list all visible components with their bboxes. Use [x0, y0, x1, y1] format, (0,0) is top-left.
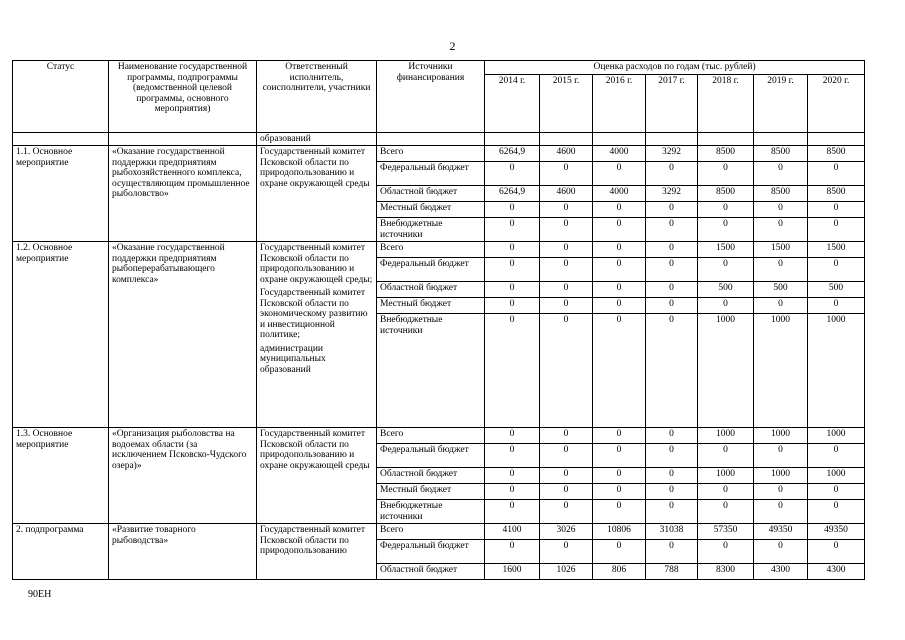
value-cell: 0 — [593, 484, 646, 500]
executor-paragraph: Государственный комитет Псковской области по природопользованию и охране окружающей среды — [260, 147, 370, 189]
value-cell: 4300 — [808, 564, 865, 580]
value-cell: 1026 — [540, 564, 593, 580]
value-cell: 3026 — [540, 524, 593, 540]
source-cell: Внебюджетные источники — [377, 314, 485, 428]
value-cell: 0 — [646, 484, 698, 500]
value-cell: 4300 — [754, 564, 808, 580]
value-cell: 1000 — [698, 428, 754, 444]
value-cell: 3292 — [646, 186, 698, 202]
header-sources: Источники финансирования — [377, 61, 485, 133]
expenditure-table — [12, 60, 865, 580]
value-cell: 4100 — [485, 524, 540, 540]
value-cell: 0 — [540, 540, 593, 564]
value-cell: 0 — [593, 500, 646, 524]
table-row — [13, 242, 865, 258]
source-cell: Внебюджетные источники — [377, 218, 485, 242]
value-cell: 0 — [646, 242, 698, 258]
value-cell: 1000 — [754, 468, 808, 484]
executor-paragraph: Государственный комитет Псковской области по природопользованию и охране окружающей среды — [260, 429, 370, 471]
value-cell: 0 — [698, 444, 754, 468]
value-cell: 0 — [593, 202, 646, 218]
value-cell: 8500 — [754, 186, 808, 202]
value-cell: 0 — [698, 258, 754, 282]
source-cell: Местный бюджет — [377, 484, 485, 500]
value-cell: 0 — [698, 500, 754, 524]
value-cell: 500 — [698, 282, 754, 298]
value-cell: 0 — [485, 218, 540, 242]
value-cell: 8500 — [808, 146, 865, 162]
value-cell: 6264,9 — [485, 146, 540, 162]
name-cell: «Оказание государственной поддержки предприятиям рыбоперерабатывающего комплекса» — [109, 242, 257, 428]
value-cell: 0 — [698, 484, 754, 500]
footer-code: 90ЕН — [28, 589, 52, 600]
value-cell: 0 — [540, 428, 593, 444]
value-cell: 0 — [540, 282, 593, 298]
executor-paragraph: администрации муниципальных образований — [260, 343, 326, 375]
value-cell: 0 — [698, 162, 754, 186]
source-cell: Местный бюджет — [377, 202, 485, 218]
executor-paragraph: Государственный комитет Псковской области по природопользованию — [260, 525, 366, 556]
value-cell: 0 — [540, 468, 593, 484]
source-cell: Федеральный бюджет — [377, 540, 485, 564]
value-cell: 1500 — [698, 242, 754, 258]
value-cell: 0 — [646, 298, 698, 314]
value-cell: 1000 — [808, 428, 865, 444]
source-cell: Областной бюджет — [377, 468, 485, 484]
value-cell: 8500 — [698, 146, 754, 162]
value-cell: 788 — [646, 564, 698, 580]
table-body — [13, 132, 865, 580]
value-cell: 0 — [485, 298, 540, 314]
value-cell: 0 — [754, 444, 808, 468]
value-cell: 0 — [540, 258, 593, 282]
value-cell: 0 — [698, 218, 754, 242]
value-cell: 8500 — [698, 186, 754, 202]
value-cell: 0 — [646, 218, 698, 242]
value-cell: 1000 — [698, 468, 754, 484]
value-cell: 0 — [646, 500, 698, 524]
source-cell: Всего — [377, 524, 485, 540]
value-cell: 0 — [593, 282, 646, 298]
value-cell: 500 — [754, 282, 808, 298]
value-cell: 0 — [646, 468, 698, 484]
value-cell: 4600 — [540, 186, 593, 202]
value-cell: 0 — [593, 468, 646, 484]
value-cell: 0 — [808, 298, 865, 314]
source-cell: Федеральный бюджет — [377, 162, 485, 186]
source-cell: Внебюджетные источники — [377, 500, 485, 524]
value-cell: 0 — [808, 540, 865, 564]
source-cell: Федеральный бюджет — [377, 444, 485, 468]
value-cell: 806 — [593, 564, 646, 580]
source-cell: Всего — [377, 146, 485, 162]
executor-cell — [257, 146, 377, 242]
value-cell: 49350 — [808, 524, 865, 540]
value-cell: 0 — [754, 298, 808, 314]
name-cell: «Развитие товарного рыбоводства» — [109, 524, 257, 580]
value-cell: 0 — [593, 540, 646, 564]
value-cell: 1500 — [754, 242, 808, 258]
value-cell: 0 — [485, 484, 540, 500]
value-cell: 0 — [646, 540, 698, 564]
executor-paragraph: Государственный комитет Псковской области по экономическому развитию и инвестиционной политике; — [260, 288, 368, 340]
value-cell: 0 — [485, 314, 540, 428]
value-cell: 0 — [808, 162, 865, 186]
value-cell: 0 — [808, 202, 865, 218]
header-year: 2014 г. — [485, 74, 540, 132]
value-cell: 0 — [808, 444, 865, 468]
status-cell: 1.2. Основное мероприятие — [13, 242, 109, 428]
value-cell: 0 — [754, 258, 808, 282]
value-cell: 500 — [808, 282, 865, 298]
value-cell: 0 — [540, 444, 593, 468]
value-cell: 0 — [754, 202, 808, 218]
table-row — [13, 524, 865, 540]
value-cell: 0 — [485, 540, 540, 564]
value-cell: 1000 — [754, 314, 808, 428]
value-cell: 0 — [646, 428, 698, 444]
header-year: 2015 г. — [540, 74, 593, 132]
value-cell: 0 — [593, 242, 646, 258]
value-cell: 0 — [540, 314, 593, 428]
source-cell: Местный бюджет — [377, 298, 485, 314]
header-status: Статус — [13, 61, 109, 133]
name-cell: «Организация рыболовства на водоемах области (за исключением Псковско-Чудского озера)» — [109, 428, 257, 524]
header-year: 2018 г. — [698, 74, 754, 132]
source-cell: Федеральный бюджет — [377, 258, 485, 282]
executor-cell — [257, 524, 377, 580]
value-cell: 1000 — [698, 314, 754, 428]
value-cell: 0 — [593, 162, 646, 186]
value-cell: 0 — [646, 258, 698, 282]
value-cell: 0 — [754, 484, 808, 500]
table-row — [13, 146, 865, 162]
value-cell: 8500 — [808, 186, 865, 202]
value-cell: 0 — [485, 468, 540, 484]
value-cell: 4000 — [593, 146, 646, 162]
value-cell: 0 — [593, 258, 646, 282]
value-cell: 0 — [485, 282, 540, 298]
value-cell: 4000 — [593, 186, 646, 202]
value-cell: 6264,9 — [485, 186, 540, 202]
value-cell: 0 — [485, 162, 540, 186]
continuation-row — [13, 132, 865, 146]
name-cell: «Оказание государственной поддержки предприятиям рыбохозяйственного комплекса, осуществляющим промышленное рыболовство» — [109, 146, 257, 242]
executor-paragraph: Государственный комитет Псковской области по природопользованию и охране окружающей среды; — [260, 243, 373, 285]
value-cell: 0 — [540, 202, 593, 218]
value-cell: 0 — [485, 428, 540, 444]
value-cell: 0 — [540, 484, 593, 500]
table-row — [13, 428, 865, 444]
value-cell: 0 — [698, 540, 754, 564]
value-cell: 0 — [808, 258, 865, 282]
status-cell: 2. подпрограмма — [13, 524, 109, 580]
value-cell: 1000 — [754, 428, 808, 444]
value-cell: 4600 — [540, 146, 593, 162]
value-cell: 0 — [540, 500, 593, 524]
status-cell: 1.1. Основное мероприятие — [13, 146, 109, 242]
value-cell: 0 — [646, 282, 698, 298]
value-cell: 0 — [808, 218, 865, 242]
value-cell: 8500 — [754, 146, 808, 162]
value-cell: 0 — [808, 500, 865, 524]
source-cell: Областной бюджет — [377, 282, 485, 298]
source-cell: Всего — [377, 428, 485, 444]
value-cell: 0 — [754, 218, 808, 242]
status-cell: 1.3. Основное мероприятие — [13, 428, 109, 524]
value-cell: 8300 — [698, 564, 754, 580]
header-year: 2017 г. — [646, 74, 698, 132]
header-year: 2016 г. — [593, 74, 646, 132]
header-estimate: Оценка расходов по годам (тыс. рублей) — [485, 61, 865, 75]
value-cell: 0 — [646, 162, 698, 186]
value-cell: 0 — [593, 444, 646, 468]
header-year: 2019 г. — [754, 74, 808, 132]
value-cell: 0 — [485, 500, 540, 524]
source-cell: Областной бюджет — [377, 186, 485, 202]
value-cell: 0 — [646, 314, 698, 428]
header-name: Наименование государственной программы, подпрограммы (ведомственной целевой программы, основного мероприятия) — [109, 61, 257, 133]
executor-cell — [257, 242, 377, 428]
value-cell: 0 — [698, 202, 754, 218]
value-cell: 0 — [540, 298, 593, 314]
value-cell: 0 — [593, 298, 646, 314]
source-cell: Областной бюджет — [377, 564, 485, 580]
value-cell: 57350 — [698, 524, 754, 540]
value-cell: 0 — [593, 428, 646, 444]
value-cell: 1000 — [808, 468, 865, 484]
value-cell: 0 — [754, 162, 808, 186]
value-cell: 0 — [754, 500, 808, 524]
value-cell: 0 — [593, 218, 646, 242]
value-cell: 0 — [698, 298, 754, 314]
value-cell: 31038 — [646, 524, 698, 540]
header-executor: Ответственный исполнитель, соисполнители, участники — [257, 61, 377, 133]
value-cell: 0 — [485, 242, 540, 258]
value-cell: 0 — [540, 218, 593, 242]
page-number: 2 — [449, 39, 456, 53]
source-cell: Всего — [377, 242, 485, 258]
value-cell: 49350 — [754, 524, 808, 540]
value-cell: 0 — [540, 162, 593, 186]
header-year: 2020 г. — [808, 74, 865, 132]
value-cell: 0 — [646, 202, 698, 218]
value-cell: 10806 — [593, 524, 646, 540]
value-cell: 0 — [485, 202, 540, 218]
value-cell: 0 — [485, 258, 540, 282]
value-cell: 3292 — [646, 146, 698, 162]
value-cell: 1600 — [485, 564, 540, 580]
value-cell: 0 — [540, 242, 593, 258]
value-cell: 0 — [808, 484, 865, 500]
value-cell: 0 — [754, 540, 808, 564]
value-cell: 0 — [485, 444, 540, 468]
continuation-executor: образований — [257, 132, 377, 146]
executor-cell — [257, 428, 377, 524]
value-cell: 0 — [593, 314, 646, 428]
value-cell: 0 — [646, 444, 698, 468]
value-cell: 1500 — [808, 242, 865, 258]
value-cell: 1000 — [808, 314, 865, 428]
